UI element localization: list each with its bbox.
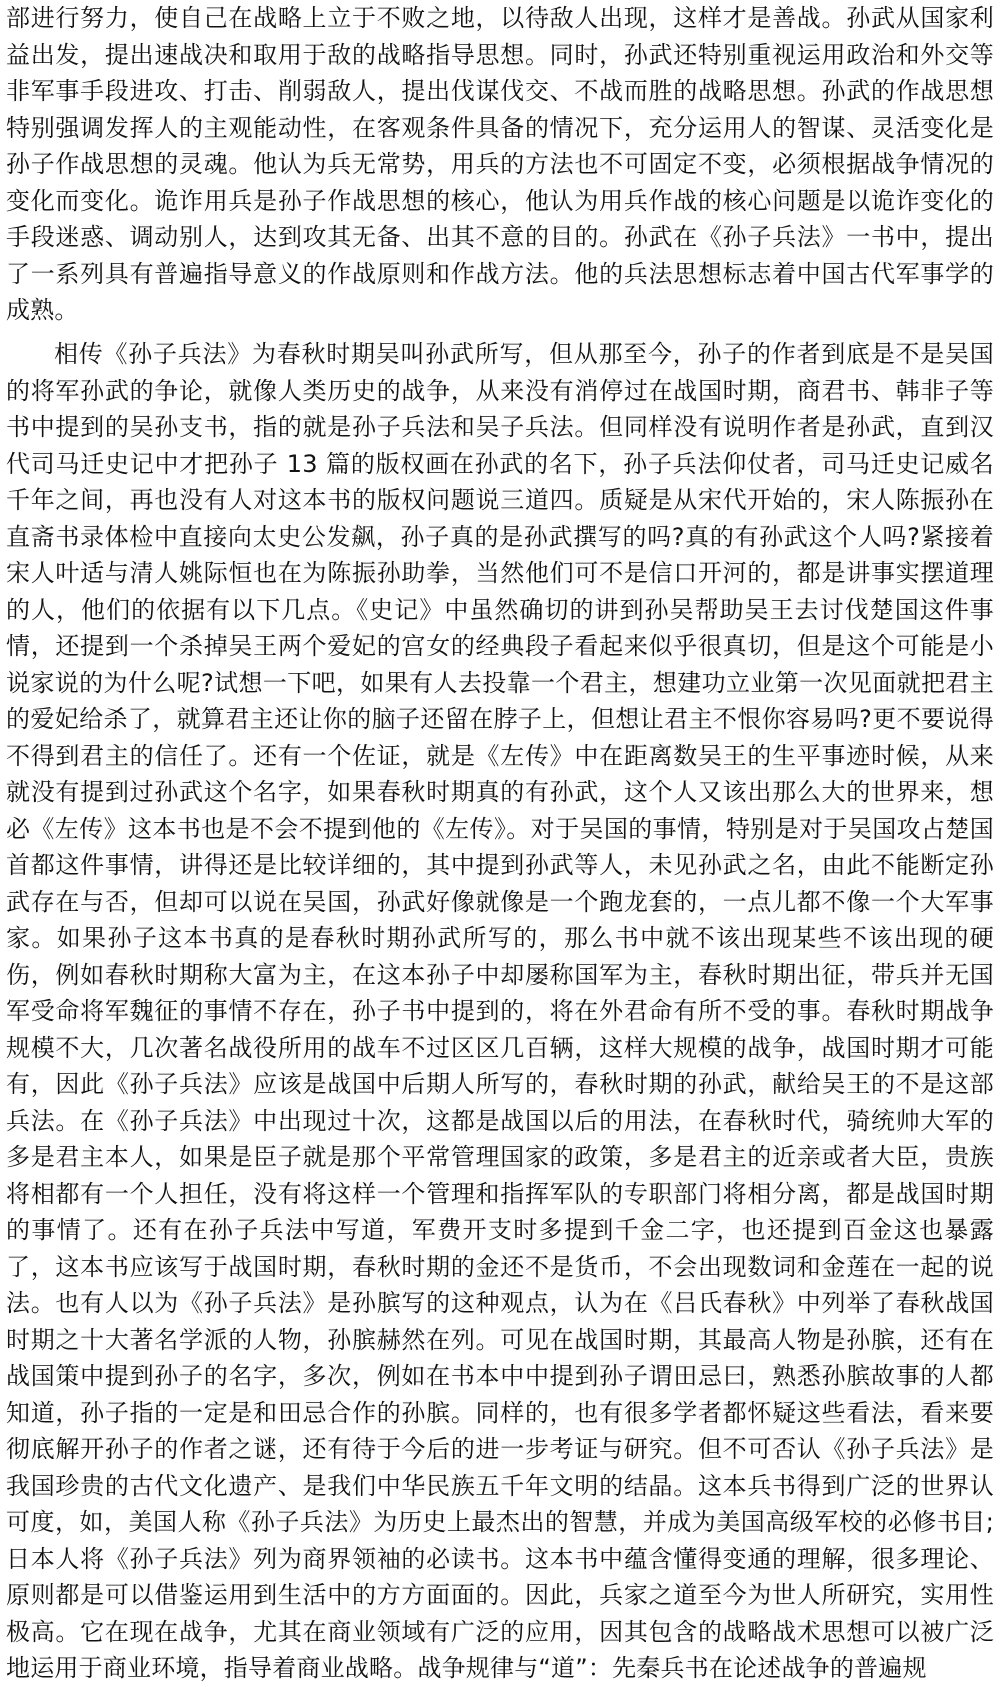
paragraph-strategy: 部进行努力，使自己在战略上立于不败之地，以待敌人出现，这样才是善战。孙武从国家利益出发，提出速战决和取用于敌的战略指导思想。同时，孙武还特别重视运用政治和外交等非军事手段进攻、打击、削弱敌人，提出伐谋伐交、不战而胜的战略思想。孙武的作战思想特别强调发挥人的主观能动性，在客观条件具备的情况下，充分运用人的智谋、灵活变化是孙子作战思想的灵魂。他认为兵无常势，用兵的方法也不可固定不变，必须根据战争情况的变化而变化。诡诈用兵是孙子作战思想的核心，他认为用兵作战的核心问题是以诡诈变化的手段迷惑、调动别人，达到攻其无备、出其不意的目的。孙武在《孙子兵法》一书中，提出了一系列具有普遍指导意义的作战原则和作战方法。他的兵法思想标志着中国古代军事学的成熟。	[6, 4, 994, 324]
paragraph-authorship: 相传《孙子兵法》为春秋时期吴叫孙武所写，但从那至今，孙子的作者到底是不是吴国的将军孙武的争论，就像人类历史的战争，从来没有消停过在战国时期，商君书、韩非子等书中提到的吴孙支书，指的就是孙子兵法和吴子兵法。但同样没有说明作者是孙武，直到汉代司马迁史记中才把孙子 13 篇的版权画在孙武的名下，孙子兵法仰仗者，司马迁史记威名千年之间，再也没有人对这本书的版权问题说三道四。质疑是从宋代开始的，宋人陈振孙在直斋书录体检中直接向太史公发飙，孙子真的是孙武撰写的吗?真的有孙武这个人吗?紧接着宋人叶适与清人姚际恒也在为陈振孙助拳，当然他们可不是信口开河的，都是讲事实摆道理的人，他们的依据有以下几点。《史记》中虽然确切的讲到孙吴帮助吴王去讨伐楚国这件事情，还提到一个杀掉吴王两个爱妃的宫女的经典段子看起来似乎很真切，但是这个可能是小说家说的为什么呢?试想一下吧，如果有人去投靠一个君主，想建功立业第一次见面就把君主的爱妃给杀了，就算君主还让你的脑子还留在脖子上，但想让君主不恨你容易吗?更不要说得不得到君主的信任了。还有一个佐证，就是《左传》中在距离数吴王的生平事迹时候，从来就没有提到过孙武这个名字，如果春秋时期真的有孙武，这个人又该出那么大的世界来，想必《左传》这本书也是不会不提到他的《左传》。对于吴国的事情，特别是对于吴国攻占楚国首都这件事情，讲得还是比较详细的，其中提到孙武等人，未见孙武之名，由此不能断定孙武存在与否，但却可以说在吴国，孙武好像就像是一个跑龙套的，一点儿都不像一个大军事家。如果孙子这本书真的是春秋时期孙武所写的，那么书中就不该出现某些不该出现的硬伤，例如春秋时期称大富为主，在这本孙子中却屡称国军为主，春秋时期出征，带兵并无国军受命将军魏征的事情不存在，孙子书中提到的，将在外君命有所不受的事。春秋时期战争规模不大，几次著名战役所用的战车不过区区几百辆，这样大规模的战争，战国时期才可能有，因此《孙子兵法》应该是战国中后期人所写的，春秋时期的孙武，献给吴王的不是这部兵法。在《孙子兵法》中出现过十次，这都是战国以后的用法，在春秋时代，骑统帅大军的多是君主本人，如果是臣子就是那个平常管理国家的政策，多是君主的近亲或者大臣，贵族将相都有一个人担任，没有将这样一个管理和指挥军队的专职部门将相分离，都是战国时期的事情了。还有在孙子兵法中写道，军费开支时多提到千金二字，也还提到百金这也暴露了，这本书应该写于战国时期，春秋时期的金还不是货币，不会出现数词和金莲在一起的说法。也有人以为《孙子兵法》是孙膑写的这种观点，认为在《吕氏春秋》中列举了春秋战国时期之十大著名学派的人物，孙膑赫然在列。可见在战国时期，其最高人物是孙膑，还有在战国策中提到孙子的名字，多次，例如在书本中中提到孙子谓田忌曰，熟悉孙膑故事的人都知道，孙子指的一定是和田忌合作的孙膑。同样的，也有很多学者都怀疑这些看法，看来要彻底解开孙子的作者之谜，还有待于今后的进一步考证与研究。但不可否认《孙子兵法》是我国珍贵的古代文化遗产、是我们中华民族五千年文明的结晶。这本兵书得到广泛的世界认可度，如，美国人称《孙子兵法》为历史上最杰出的智慧，并成为美国高级军校的必修书目;日本人将《孙子兵法》列为商界领袖的必读书。这本书中蕴含懂得变通的理解，很多理论、原则都是可以借鉴运用到生活中的方方面面的。因此，兵家之道至今为世人所研究，实用性极高。它在现在战争，尤其在商业领域有广泛的应用，因其包含的战略战术思想可以被广泛地运用于商业环境，指导着商业战略。战争规律与“道”：先秦兵书在论述战争的普遍规	[6, 340, 994, 1682]
